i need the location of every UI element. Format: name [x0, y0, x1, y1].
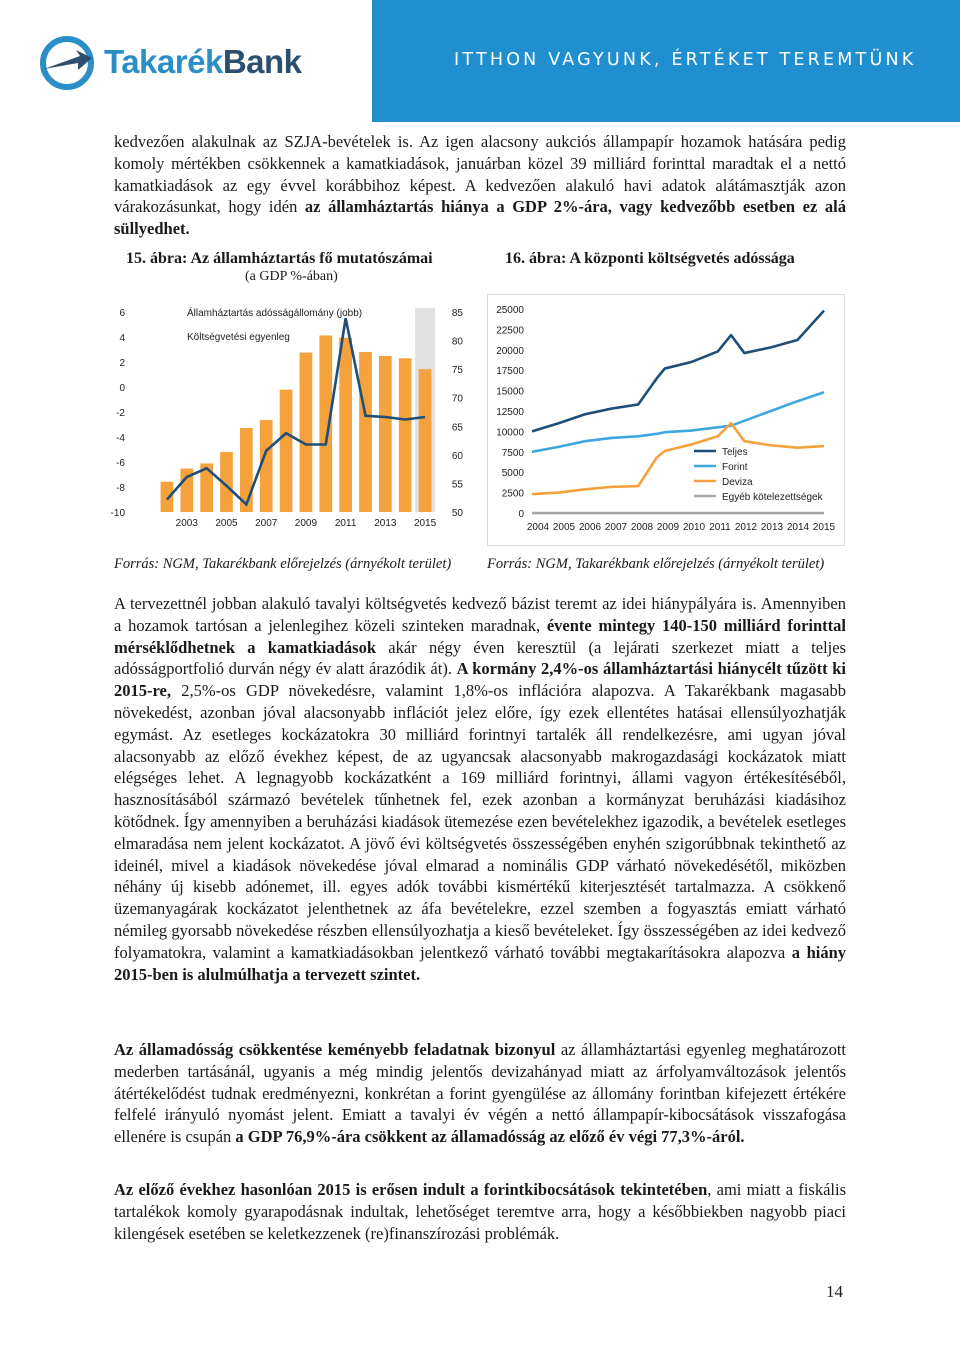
p2-text-b: az államháztartási egyenleg meghatározott mederben tartásánál, ugyanis a még mindig jelentős devizahányad miatt az árfolyamváltozások jelentős átértékelődést tudnak eredményezni, konkrétan a forint gyengülése az állomány forintban kifejezett értékére felfelé irányuló nyomást jelent. Emiatt a tavalyi év végén a nettó állampapír-kibocsátások visszafogása ellenére is csupán — [114, 1040, 846, 1147]
x-axis-tick-label: 2010 — [682, 522, 706, 533]
figure15-chart — [110, 294, 473, 542]
body-paragraph-1 — [114, 593, 846, 985]
right-axis-tick-label: 60 — [451, 450, 463, 462]
logo-text-b: Bank — [222, 43, 302, 80]
debt-bar — [359, 352, 372, 512]
figure15-title: 15. ábra: Az államháztartás fő mutatószámai — [126, 250, 433, 267]
left-axis-tick-label: 6 — [119, 308, 125, 319]
takarekbank-logo-icon — [40, 36, 94, 90]
left-axis-tick-label: 0 — [119, 383, 125, 394]
legend-label: Teljes — [722, 447, 748, 458]
y-axis-tick-label: 7500 — [501, 447, 524, 459]
x-axis-tick-label: 2006 — [578, 522, 602, 533]
x-axis-tick-label: 2015 — [413, 518, 437, 529]
legend-label: Forint — [722, 462, 748, 473]
y-axis-tick-label: 22500 — [496, 325, 524, 337]
y-axis-tick-label: 10000 — [496, 427, 524, 439]
x-axis-tick-label: 2005 — [215, 518, 238, 529]
figure16-chart — [487, 294, 845, 546]
x-axis-tick-label: 2009 — [656, 522, 680, 533]
legend-label: Deviza — [722, 477, 753, 488]
logo-text-a: Takarék — [104, 43, 223, 80]
left-axis-tick-label: 4 — [119, 333, 125, 344]
body-paragraph-2 — [114, 1039, 846, 1148]
series-line — [532, 311, 824, 432]
debt-bar — [399, 358, 412, 512]
p1-bold-d: A kormány 2,4%-os államháztartási hiánycélt tűzött ki 2015-re, — [114, 659, 846, 701]
left-axis-tick-label: -8 — [116, 483, 125, 494]
p3-text-b: , ami miatt a fiskális tartalékok komoly gyarapodásnak indultak, lehetőséget teremtve arra, hogy a későbbiekben nagyobb piaci kilengések esetében se keletkezzenek (re)finanszírozási problémák. — [114, 1180, 846, 1243]
series-line — [532, 423, 824, 494]
legend-balance-label: Költségvetési egyenleg — [187, 332, 290, 343]
y-axis-tick-label: 17500 — [496, 366, 524, 378]
right-axis-tick-label: 65 — [451, 422, 463, 434]
figure16-title: 16. ábra: A központi költségvetés adóssága — [505, 250, 795, 267]
p1-bold-f: a hiány 2015-ben is alulmúlhatja a tervezett szintet. — [114, 942, 847, 984]
left-axis-tick-label: -10 — [110, 508, 125, 519]
y-axis-tick-label: 12500 — [496, 407, 524, 418]
x-axis-tick-label: 2003 — [175, 518, 198, 529]
x-axis-tick-label: 2014 — [786, 522, 810, 533]
intro-paragraph — [114, 131, 846, 240]
x-axis-tick-label: 2011 — [334, 518, 357, 529]
p1-text-c: akár négy éven keresztül (a lejárati szerkezet miatt a teljes adósságportfolió durván négy év alatt árazódik át). — [114, 637, 846, 679]
right-axis-tick-label: 75 — [451, 365, 463, 377]
x-axis-tick-label: 2013 — [760, 522, 784, 533]
x-axis-tick-label: 2007 — [604, 522, 628, 533]
series-line — [532, 392, 824, 452]
p1-text-e: 2,5%-os GDP növekedésre, valamint 1,8%-os inflációra alapozva. A Takarékbank magasabb növekedést, azonban jóval alacsonyabb inflációt jelez előre, így ezek ellentétes hatásai ellensúlyozhatják egymást. Az esetleges kockázatokra 30 milliárd forintnyi tartalék áll rendelkezésre, ami ugyan jóval alacsonyabb az előző évekhez képest, de az ugyancsak alacsonyabb makrogazdasági kockázatok miatt elégséges lehet. A legnagyobb kockázatként a 169 milliárd forintnyi, állami vagyon értékesítéséből, hasznosításából származó bevételek tűnhetnek fel, ezek azonban a kormányzat beruházási kiadásihoz kötődnek. Így amennyiben a beruházási kiadások ütemezése ezen bevételekhez igazodik, a bevételek esetleges elmaradása nem jelent kockázatot. A jövő évi költségvetés összességében enyhén szigorúbbnak tekinthető az ideinél, mivel a kiadások növekedése jóval elmarad a nominális GDP várható növekedésétől, miközben néhány új kisebb adónemet, ill. egyes adók további kismértékű kiterjesztését tartalmazza. A csökkenő üzemanyagárak kockázatot jelenthetnek az áfa bevételekre, ezzel szemben a fogyasztás emiatt várható némileg gyorsabb növekedése részben ellensúlyozhatja a kieső bevételeket. Így összességében az idei kedvező folyamatokra, valamint a kamatkiadásokban jelentkező várható további megtakarításokra alapozva — [114, 681, 846, 962]
y-axis-tick-label: 5000 — [501, 468, 524, 480]
x-axis-tick-label: 2011 — [709, 522, 731, 533]
right-axis-tick-label: 80 — [451, 336, 463, 348]
figure16-svg — [488, 295, 844, 545]
figure15-svg — [110, 294, 473, 542]
x-axis-tick-label: 2015 — [812, 522, 836, 533]
left-axis-tick-label: 2 — [119, 358, 125, 369]
y-axis-tick-label: 2500 — [501, 488, 524, 500]
debt-bar — [280, 390, 293, 512]
legend-label: Egyéb kötelezettségek — [722, 492, 823, 503]
y-axis-tick-label: 20000 — [496, 345, 524, 357]
header-logo-area — [0, 0, 372, 122]
x-axis-tick-label: 2013 — [374, 518, 397, 529]
y-axis-tick-label: 25000 — [496, 305, 524, 316]
right-axis-tick-label: 55 — [451, 479, 463, 491]
right-axis-tick-label: 70 — [451, 393, 463, 405]
y-axis-tick-label: 0 — [518, 509, 524, 520]
header-slogan: ITTHON VAGYUNK, ÉRTÉKET TEREMTÜNK — [454, 50, 917, 70]
p1-text-a: A tervezettnél jobban alakuló tavalyi költségvetés kedvező bázist teremt az idei hiánypályára is. Amennyiben a hozamok tartósan a jelenlegihez közeli szinteken maradnak, — [114, 594, 846, 635]
debt-bar — [161, 482, 174, 512]
x-axis-tick-label: 2009 — [294, 518, 318, 529]
left-axis-tick-label: -4 — [116, 433, 125, 444]
p3-bold-a: Az előző évekhez hasonlóan 2015 is erősen indult a forintkibocsátások tekintetében — [114, 1180, 708, 1199]
x-axis-tick-label: 2004 — [526, 522, 550, 533]
x-axis-tick-label: 2008 — [630, 522, 654, 533]
intro-text: kedvezően alakulnak az SZJA-bevételek is. Az igen alacsony aukciós állampapír hozamok hatására pedig komoly mértékben csökkennek a kamatkiadások, januárban közel 39 milliárd forinttal maradtak el a nettó kamatkiadások az egy évvel korábbihoz képest. A kedvezően alakuló havi adatok alátámasztják azon várakozásunkat, hogy idén — [114, 132, 846, 217]
x-axis-tick-label: 2007 — [255, 518, 278, 529]
figure15-source: Forrás: NGM, Takarékbank előrejelzés (árnyékolt terület) — [114, 556, 452, 572]
legend-debt-label: Államháztartás adósságállomány (jobb) — [187, 308, 363, 319]
p1-bold-b: évente mintegy 140-150 milliárd forinttal mérséklődhetnek a kamatkiadások — [114, 615, 846, 657]
p2-bold-c: a GDP 76,9%-ára csökkent az államadósság az előző év végi 77,3%-áról. — [235, 1127, 745, 1147]
x-axis-tick-label: 2005 — [552, 522, 576, 533]
debt-bar — [379, 356, 392, 512]
p2-bold-a: Az államadósság csökkentése keményebb feladatnak bizonyul — [114, 1040, 556, 1059]
figure16-source: Forrás: NGM, Takarékbank előrejelzés (árnyékolt terület) — [487, 556, 825, 572]
debt-bar — [300, 353, 313, 512]
x-axis-tick-label: 2012 — [734, 522, 758, 533]
left-axis-tick-label: -6 — [116, 458, 125, 469]
page-number: 14 — [826, 1282, 843, 1301]
logo-wordmark — [104, 43, 302, 81]
debt-bar — [419, 369, 432, 512]
figure15-subtitle: (a GDP %-ában) — [245, 269, 338, 284]
body-paragraph-3 — [114, 1179, 846, 1244]
right-axis-tick-label: 50 — [451, 508, 463, 519]
left-axis-tick-label: -2 — [116, 408, 125, 419]
y-axis-tick-label: 15000 — [496, 386, 524, 398]
intro-bold-text: az államháztartás hiánya a GDP 2%-ára, vagy kedvezőbb esetben ez alá süllyedhet. — [114, 197, 846, 239]
right-axis-tick-label: 85 — [451, 308, 463, 319]
debt-bar — [339, 338, 352, 512]
